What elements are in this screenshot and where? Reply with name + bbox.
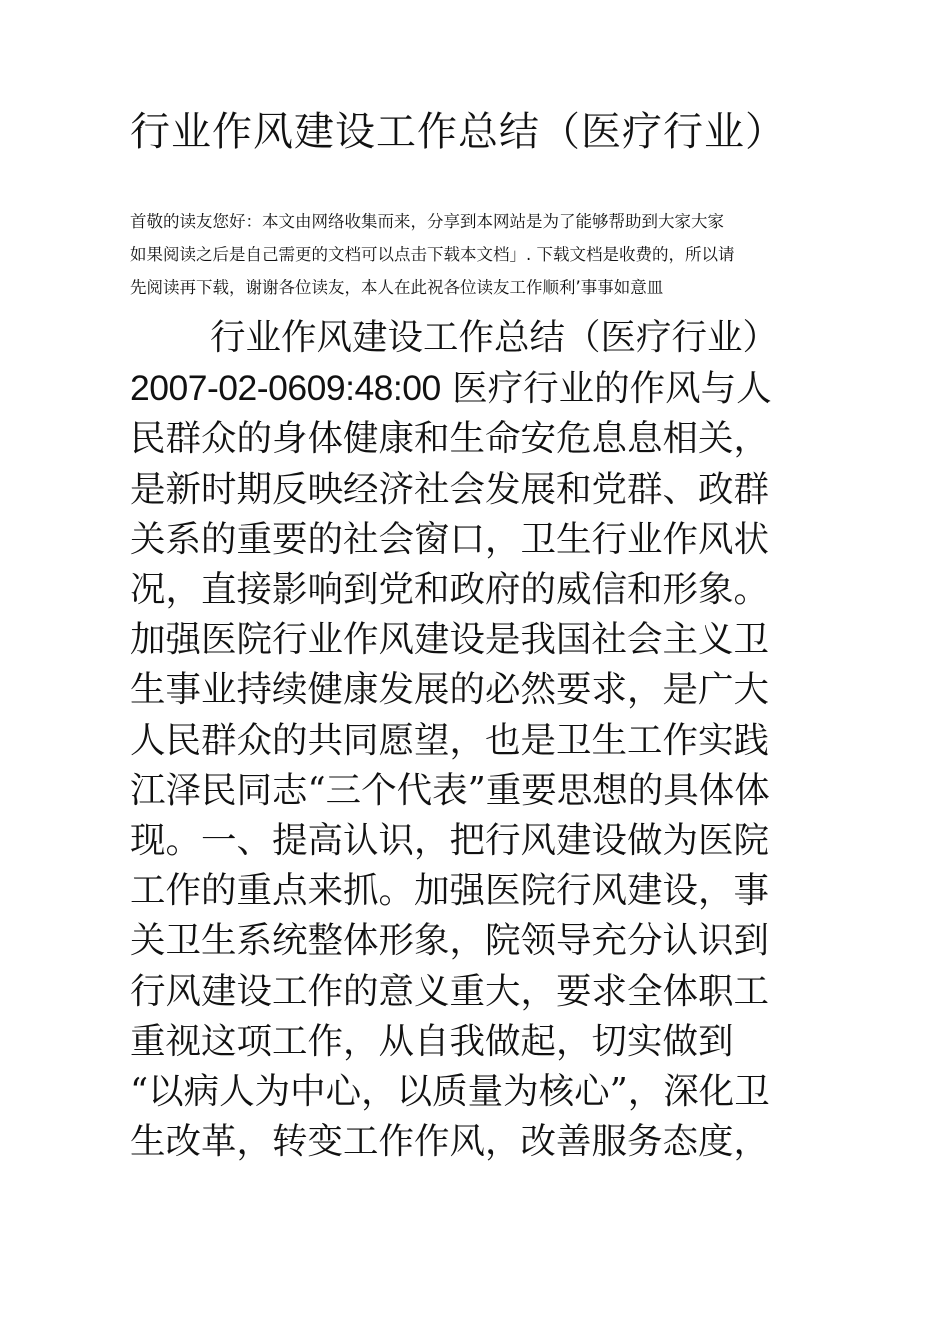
notice-line: 如果阅读之后是自己需更的文档可以点击下载本文档」. 下载文档是收费的，所以请 — [130, 245, 735, 264]
body-line: 生改革，转变工作作风，改善服务态度， — [130, 1121, 770, 1163]
publish-timestamp: 2007-02-0609:48:00 — [130, 368, 441, 409]
body-line: 生事业持续健康发展的必然要求，是广大 — [130, 669, 770, 711]
body-line — [130, 363, 830, 414]
download-notice — [130, 205, 835, 304]
body-line: 关系的重要的社会窗口，卫生行业作风状 — [130, 518, 770, 560]
notice-line: 先阅读再下载，谢谢各位读友，本人在此祝各位读友工作顺利’事事如意皿 — [130, 278, 664, 297]
body-text — [130, 313, 830, 1167]
body-line: 工作的重点来抓。加强医院行风建设，事 — [130, 870, 770, 912]
body-line: 是新时期反映经济社会发展和党群、政群 — [130, 468, 770, 510]
body-line: 关卫生系统整体形象，院领导充分认识到 — [130, 920, 770, 962]
body-line: 现。一、提高认识，把行风建设做为医院 — [130, 820, 770, 862]
body-line: 重视这项工作，从自我做起，切实做到 — [130, 1020, 734, 1062]
body-line: “以病人为中心，以质量为核心”，深化卫 — [130, 1071, 770, 1113]
body-line: 况，直接影响到党和政府的威信和形象。 — [130, 569, 770, 611]
body-line: 江泽民同志“三个代表”重要思想的具体体 — [130, 769, 770, 811]
body-line: 民群众的身体健康和生命安危息息相关， — [130, 418, 770, 460]
body-line: 加强医院行业作风建设是我国社会主义卫 — [130, 619, 770, 661]
body-line: 行风建设工作的意义重大，要求全体职工 — [130, 970, 770, 1012]
notice-line: 首敬的读友您好：本文由网络收集而来，分享到本网站是为了能够帮助到大家大家 — [130, 212, 724, 231]
body-line: 人民群众的共同愿望，也是卫生工作实践 — [130, 719, 770, 761]
body-line-text: 医疗行业的作风与人 — [452, 368, 772, 410]
document-title: 行业作风建设工作总结（医疗行业） — [130, 109, 786, 155]
body-heading-line: 行业作风建设工作总结（医疗行业） — [210, 317, 779, 358]
